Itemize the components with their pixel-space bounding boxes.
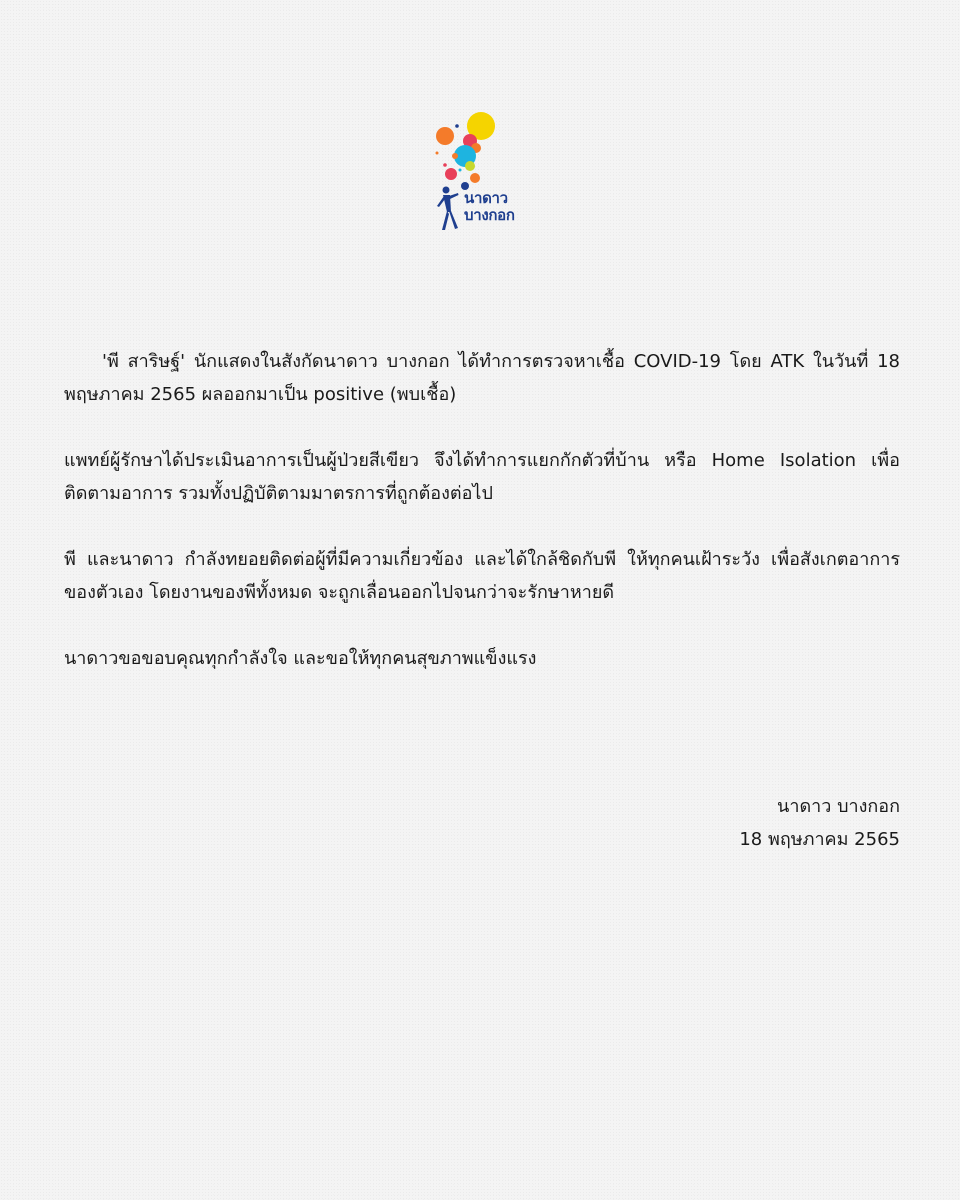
logo-bubble [445, 168, 457, 180]
statement-paragraph: แพทย์ผู้รักษาได้ประเมินอาการเป็นผู้ป่วยสีเขียว จึงได้ทำการแยกกักตัวที่บ้าน หรือ Home Isolation เพื่อติดตามอาการ รวมทั้งปฏิบัติตามมาตรการที่ถูกต้องต่อไป [64, 450, 900, 504]
logo-bubble [452, 153, 458, 159]
logo-figure [437, 187, 459, 231]
nadao-bangkok-logo [425, 108, 535, 243]
statement-paragraph: 'พี สาริษฐ์' นักแสดงในสังกัดนาดาว บางกอก ได้ทำการตรวจหาเชื้อ COVID-19 โดย ATK ในวันที่ 18 พฤษภาคม 2565 ผลออกมาเป็น positive (พบเชื้อ) [64, 351, 900, 405]
logo-text-line1: นาดาว [464, 189, 508, 207]
statement-paragraph: นาดาวขอขอบคุณทุกกำลังใจ และขอให้ทุกคนสุขภาพแข็งแรง [64, 648, 537, 669]
signature-date: 18 พฤษภาคม 2565 [739, 829, 900, 850]
logo-bubble [436, 127, 454, 145]
logo-bubble [455, 124, 459, 128]
logo-bubble [459, 169, 462, 172]
logo-bubble [436, 152, 439, 155]
signature-block [739, 790, 900, 856]
logo-bubble [443, 163, 447, 167]
signature-org: นาดาว บางกอก [777, 796, 900, 817]
logo-bubble [465, 161, 475, 171]
logo-bubble [470, 173, 480, 183]
logo-text-line2: บางกอก [464, 206, 515, 224]
statement-paragraph: พี และนาดาว กำลังทยอยติดต่อผู้ที่มีความเกี่ยวข้อง และได้ใกล้ชิดกับพี ให้ทุกคนเฝ้าระวัง เพื่อสังเกตอาการของตัวเอง โดยงานของพีทั้งหมด จะถูกเลื่อนออกไปจนกว่าจะรักษาหายดี [64, 549, 900, 603]
statement-body [64, 345, 900, 708]
